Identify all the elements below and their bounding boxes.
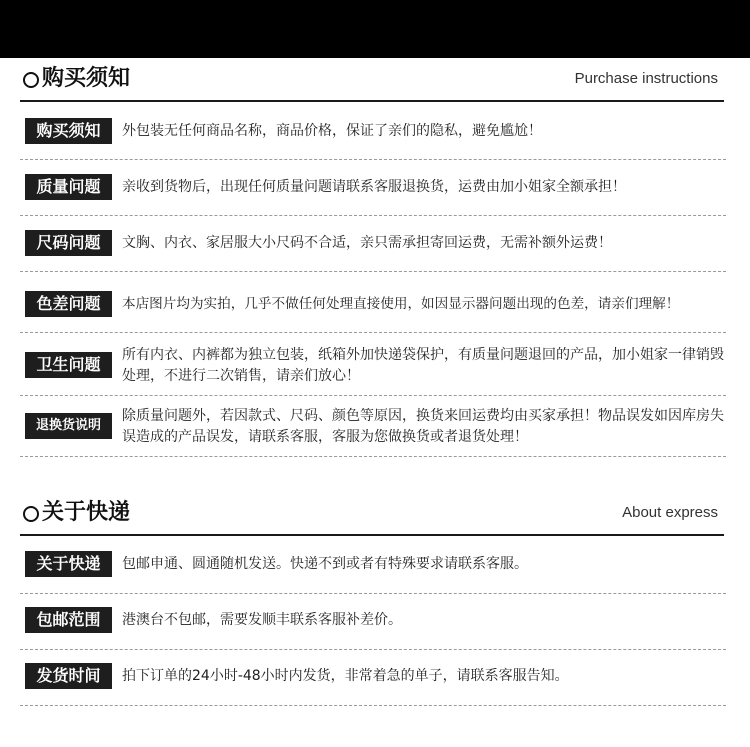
purchase-row-size xyxy=(20,216,726,272)
tag-hygiene: 卫生问题 xyxy=(25,352,112,378)
tag-return-exchange: 退换货说明 xyxy=(25,413,112,439)
tag-about-express: 关于快递 xyxy=(25,551,112,577)
row-text: 本店图片均为实拍，几乎不做任何处理直接使用，如因显示器问题出现的色差，请亲们理解！ xyxy=(122,296,680,312)
row-text: 所有内衣、内裤都为独立包装，纸箱外加快递袋保护，有质量问题退回的产品，加小姐家一律销毁处理，不进行二次销售，请亲们放心！ xyxy=(122,347,724,384)
row-text: 亲收到货物后，出现任何质量问题请联系客服退换货，运费由加小姐家全额承担！ xyxy=(122,179,626,195)
express-row-delivery-time xyxy=(20,650,726,706)
circle-bullet-icon xyxy=(23,506,39,522)
purchase-row-hygiene xyxy=(20,333,726,396)
row-text: 外包装无任何商品名称，商品价格，保证了亲们的隐私，避免尴尬！ xyxy=(122,123,542,139)
row-text: 包邮申通、圆通随机发送。快递不到或者有特殊要求请联系客服。 xyxy=(122,556,528,572)
row-text: 拍下订单的24小时-48小时内发货，非常着急的单子，请联系客服告知。 xyxy=(122,668,569,684)
tag-free-shipping-range: 包邮范围 xyxy=(25,607,112,633)
express-section-title: 关于快递 xyxy=(42,500,131,525)
purchase-row-quality xyxy=(20,160,726,216)
row-text: 除质量问题外，若因款式、尺码、颜色等原因，换货来回运费均由买家承担！物品误发如因库房失误造成的产品误发，请联系客服，客服为您做换货或者退货处理！ xyxy=(122,408,724,445)
purchase-row-return xyxy=(20,396,726,457)
tag-color-difference: 色差问题 xyxy=(25,291,112,317)
row-text: 港澳台不包邮，需要发顺丰联系客服补差价。 xyxy=(122,612,402,628)
purchase-section-header xyxy=(20,64,724,102)
express-row-range xyxy=(20,594,726,650)
tag-purchase-notice: 购买须知 xyxy=(25,118,112,144)
purchase-row-color xyxy=(20,272,726,333)
express-section-subtitle: About express xyxy=(622,504,718,521)
top-black-bar xyxy=(0,0,750,58)
circle-bullet-icon xyxy=(23,72,39,88)
tag-size: 尺码问题 xyxy=(25,230,112,256)
purchase-section-subtitle: Purchase instructions xyxy=(574,70,718,87)
row-text: 文胸、内衣、家居服大小尺码不合适，亲只需承担寄回运费，无需补额外运费！ xyxy=(122,235,612,251)
purchase-section-title: 购买须知 xyxy=(42,66,131,91)
purchase-row-notice xyxy=(20,104,726,160)
tag-quality: 质量问题 xyxy=(25,174,112,200)
tag-delivery-time: 发货时间 xyxy=(25,663,112,689)
express-section-header xyxy=(20,498,724,536)
express-row-courier xyxy=(20,538,726,594)
